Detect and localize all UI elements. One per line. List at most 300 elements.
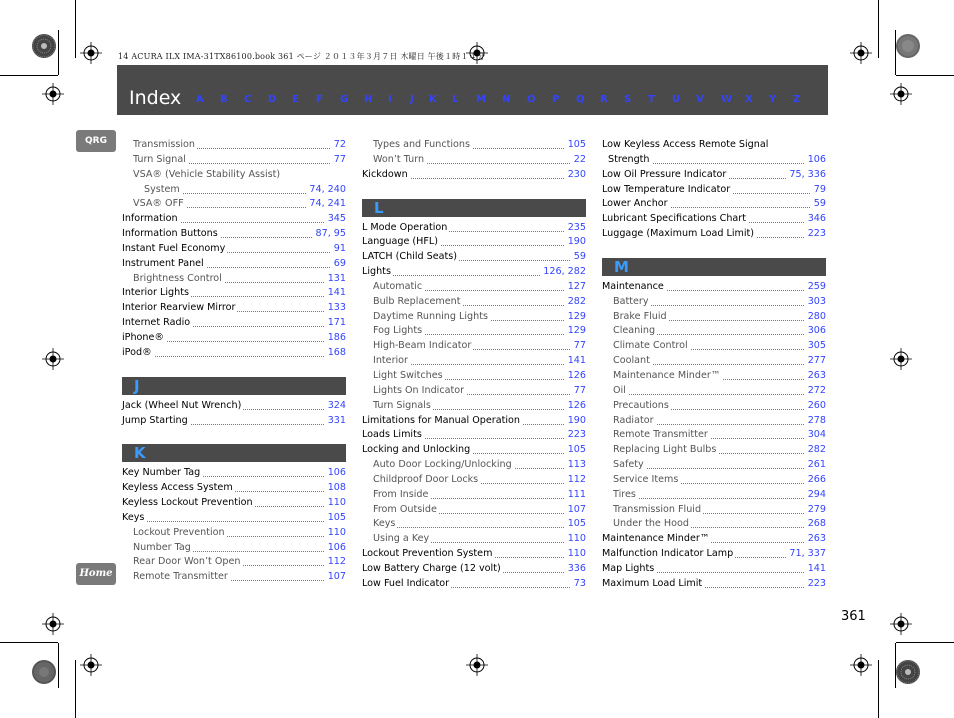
entry-label: VSA® OFF <box>122 197 186 212</box>
crop-mark <box>878 0 879 58</box>
entry-page-link[interactable]: 336 <box>565 562 586 577</box>
entry-label: Strength <box>602 153 652 168</box>
section-header-l: L <box>362 199 586 217</box>
entry-label: Lights On Indicator <box>362 384 466 399</box>
crop-mark <box>75 0 76 58</box>
entry-label: System <box>122 183 182 198</box>
index-entry[interactable] <box>602 295 826 310</box>
entry-page-link[interactable]: 77 <box>571 339 586 354</box>
entry-label: Light Switches <box>362 369 445 384</box>
index-entry[interactable] <box>362 384 586 399</box>
index-entry[interactable] <box>602 153 826 168</box>
entry-page-link[interactable]: 305 <box>805 339 826 354</box>
entry-label: Replacing Light Bulbs <box>602 443 718 458</box>
entry-label: Number Tag <box>122 541 193 556</box>
entry-label: Limitations for Manual Operation <box>362 414 522 429</box>
index-entry[interactable] <box>362 577 586 592</box>
registration-mark-icon <box>890 83 912 105</box>
entry-label: Automatic <box>362 280 424 295</box>
entry-page-link[interactable]: 22 <box>571 153 586 168</box>
dot-leader <box>122 521 346 522</box>
alpha-link-j[interactable]: J <box>410 94 414 105</box>
alpha-link-b[interactable]: B <box>220 94 228 105</box>
index-entry[interactable] <box>122 316 346 331</box>
index-entry[interactable] <box>602 517 826 532</box>
entry-page-link[interactable]: 277 <box>805 354 826 369</box>
index-entry[interactable] <box>122 541 346 556</box>
alpha-link-w[interactable]: W <box>721 94 733 105</box>
alpha-link-l[interactable]: L <box>452 94 459 105</box>
entry-label: Turn Signal <box>122 153 188 168</box>
index-entry[interactable] <box>122 331 346 346</box>
entry-page-link[interactable]: 110 <box>565 532 586 547</box>
index-entry[interactable] <box>122 301 346 316</box>
entry-label: LATCH (Child Seats) <box>362 250 459 265</box>
entry-page-link[interactable]: 69 <box>331 257 346 272</box>
entry-page-link[interactable]: 190 <box>565 414 586 429</box>
entry-page-link[interactable]: 345 <box>325 212 346 227</box>
registration-mark-icon <box>890 348 912 370</box>
index-entry[interactable] <box>362 250 586 265</box>
entry-label: Lockout Prevention System <box>362 547 494 562</box>
entry-page-link[interactable]: 113 <box>565 458 586 473</box>
index-entry[interactable] <box>362 310 586 325</box>
entry-page-link[interactable]: 266 <box>805 473 826 488</box>
entry-page-link[interactable]: 263 <box>805 532 826 547</box>
alpha-link-x[interactable]: X <box>745 94 753 105</box>
print-target-icon <box>895 33 921 59</box>
entry-page-link[interactable]: 171 <box>325 316 346 331</box>
index-entry[interactable] <box>122 570 346 585</box>
index-entry[interactable] <box>602 354 826 369</box>
index-entry[interactable] <box>602 577 826 592</box>
entry-page-link[interactable]: 280 <box>805 310 826 325</box>
index-entry[interactable] <box>122 496 346 511</box>
entry-page-link[interactable]: 73 <box>571 577 586 592</box>
section-header-k: K <box>122 444 346 462</box>
entry-page-link[interactable]: 74, 241 <box>306 197 346 212</box>
alpha-link-m[interactable]: M <box>476 94 486 105</box>
home-tab[interactable]: Home <box>76 563 116 585</box>
entry-page-link[interactable]: 235 <box>565 221 586 236</box>
entry-page-link[interactable]: 324 <box>325 399 346 414</box>
entry-label: Childproof Door Locks <box>362 473 480 488</box>
entry-page-link[interactable]: 190 <box>565 235 586 250</box>
section-header-j: J <box>122 377 346 395</box>
alpha-link-a[interactable]: A <box>196 94 204 105</box>
index-entry[interactable] <box>122 481 346 496</box>
index-entry[interactable] <box>602 473 826 488</box>
alpha-link-t[interactable]: T <box>648 94 655 105</box>
crop-mark <box>58 30 59 75</box>
registration-mark-icon <box>466 654 488 676</box>
index-entry[interactable] <box>602 369 826 384</box>
index-entry[interactable] <box>602 562 826 577</box>
index-entry[interactable] <box>602 138 826 153</box>
entry-page-link[interactable]: 71, 337 <box>786 547 826 562</box>
entry-page-link[interactable]: 59 <box>811 197 826 212</box>
index-entry[interactable] <box>602 532 826 547</box>
index-entry[interactable] <box>362 235 586 250</box>
entry-page-link[interactable]: 108 <box>325 481 346 496</box>
index-entry[interactable] <box>122 414 346 429</box>
crop-mark <box>896 642 954 643</box>
alpha-link-v[interactable]: V <box>696 94 704 105</box>
entry-label: Lower Anchor <box>602 197 670 212</box>
alpha-link-y[interactable]: Y <box>769 94 777 105</box>
entry-page-link[interactable]: 105 <box>565 138 586 153</box>
entry-page-link[interactable]: 259 <box>805 280 826 295</box>
alpha-link-n[interactable]: N <box>502 94 511 105</box>
entry-page-link[interactable]: 168 <box>325 346 346 361</box>
entry-label: Keyless Lockout Prevention <box>122 496 255 511</box>
crop-mark <box>0 75 58 76</box>
crop-mark <box>896 75 954 76</box>
entry-label: iPhone® <box>122 331 166 346</box>
index-entry[interactable] <box>602 197 826 212</box>
entry-label: Map Lights <box>602 562 656 577</box>
entry-label: Cleaning <box>602 324 657 339</box>
entry-page-link[interactable]: 272 <box>805 384 826 399</box>
alpha-link-z[interactable]: Z <box>793 94 801 105</box>
index-entry[interactable] <box>122 212 346 227</box>
entry-label: Key Number Tag <box>122 466 202 481</box>
index-entry[interactable] <box>602 339 826 354</box>
entry-label: Locking and Unlocking <box>362 443 472 458</box>
alpha-link-g[interactable]: G <box>340 94 349 105</box>
alpha-link-q[interactable]: Q <box>576 94 585 105</box>
entry-page-link[interactable]: 278 <box>805 414 826 429</box>
entry-page-link[interactable]: 141 <box>565 354 586 369</box>
entry-label: Jump Starting <box>122 414 190 429</box>
entry-page-link[interactable]: 263 <box>805 369 826 384</box>
index-entry[interactable] <box>362 503 586 518</box>
entry-page-link[interactable]: 110 <box>325 526 346 541</box>
entry-page-link[interactable]: 77 <box>571 384 586 399</box>
index-header <box>117 65 828 115</box>
index-entry[interactable] <box>362 458 586 473</box>
entry-page-link[interactable]: 131 <box>325 272 346 287</box>
index-entry[interactable] <box>602 428 826 443</box>
index-entry[interactable] <box>362 339 586 354</box>
print-target-icon <box>31 33 57 59</box>
entry-page-link[interactable]: 112 <box>565 473 586 488</box>
entry-label: Radiator <box>602 414 656 429</box>
entry-label: Lubricant Specifications Chart <box>602 212 748 227</box>
entry-label: Remote Transmitter <box>122 570 230 585</box>
entry-page-link[interactable]: 105 <box>565 443 586 458</box>
entry-page-link[interactable]: 111 <box>565 488 586 503</box>
entry-page-link[interactable]: 223 <box>805 577 826 592</box>
entry-page-link[interactable]: 110 <box>565 547 586 562</box>
entry-page-link[interactable]: 129 <box>565 324 586 339</box>
entry-label: Jack (Wheel Nut Wrench) <box>122 399 243 414</box>
index-entry[interactable] <box>122 272 346 287</box>
entry-label: Low Oil Pressure Indicator <box>602 168 728 183</box>
entry-page-link[interactable]: 268 <box>805 517 826 532</box>
entry-label: Language (HFL) <box>362 235 440 250</box>
entry-page-link[interactable]: 260 <box>805 399 826 414</box>
entry-label: Turn Signals <box>362 399 433 414</box>
entry-label: Fog Lights <box>362 324 424 339</box>
index-entry[interactable] <box>602 384 826 399</box>
entry-page-link[interactable]: 77 <box>331 153 346 168</box>
index-entry[interactable] <box>362 443 586 458</box>
dot-leader <box>122 356 346 357</box>
entry-page-link[interactable]: 133 <box>325 301 346 316</box>
entry-label: Safety <box>602 458 646 473</box>
entry-label: Remote Transmitter <box>602 428 710 443</box>
entry-label: Keyless Access System <box>122 481 235 496</box>
index-entry[interactable] <box>602 443 826 458</box>
index-entry[interactable] <box>602 183 826 198</box>
section-header-m: M <box>602 258 826 276</box>
index-entry[interactable] <box>122 511 346 526</box>
entry-page-link[interactable]: 141 <box>325 286 346 301</box>
index-entry[interactable] <box>122 242 346 257</box>
entry-label: Internet Radio <box>122 316 192 331</box>
index-entry[interactable] <box>362 488 586 503</box>
entry-page-link[interactable]: 141 <box>805 562 826 577</box>
entry-label: Service Items <box>602 473 680 488</box>
crop-mark <box>0 642 58 643</box>
print-target-icon <box>31 659 57 685</box>
index-entry[interactable] <box>602 399 826 414</box>
registration-mark-icon <box>42 613 64 635</box>
entry-label: L Mode Operation <box>362 221 449 236</box>
entry-label: Transmission <box>122 138 197 153</box>
index-entry[interactable] <box>122 227 346 242</box>
index-entry[interactable] <box>122 257 346 272</box>
entry-page-link[interactable]: 107 <box>565 503 586 518</box>
crop-mark <box>75 660 76 718</box>
entry-page-link[interactable]: 306 <box>805 324 826 339</box>
entry-label: Daytime Running Lights <box>362 310 490 325</box>
entry-label: From Outside <box>362 503 439 518</box>
entry-page-link[interactable]: 223 <box>565 428 586 443</box>
index-entry[interactable] <box>122 138 346 153</box>
alpha-link-o[interactable]: O <box>527 94 536 105</box>
entry-label: Lockout Prevention <box>122 526 227 541</box>
entry-label: Low Keyless Access Remote Signal <box>602 138 770 153</box>
index-entry[interactable] <box>602 280 826 295</box>
entry-label: Types and Functions <box>362 138 472 153</box>
alpha-link-r[interactable]: R <box>600 94 608 105</box>
entry-page-link[interactable]: 282 <box>805 443 826 458</box>
index-entry[interactable] <box>362 280 586 295</box>
registration-mark-icon <box>80 654 102 676</box>
entry-page-link[interactable]: 110 <box>325 496 346 511</box>
entry-page-link[interactable]: 294 <box>805 488 826 503</box>
index-entry[interactable] <box>122 526 346 541</box>
entry-page-link[interactable]: 127 <box>565 280 586 295</box>
index-entry[interactable] <box>602 212 826 227</box>
entry-label: Maintenance <box>602 280 666 295</box>
entry-label: Brake Fluid <box>602 310 669 325</box>
registration-mark-icon <box>80 42 102 64</box>
index-entry[interactable] <box>122 168 346 183</box>
index-entry[interactable] <box>122 399 346 414</box>
index-entry[interactable] <box>362 532 586 547</box>
index-entry[interactable] <box>122 286 346 301</box>
alpha-link-e[interactable]: E <box>292 94 299 105</box>
entry-label: Information <box>122 212 180 227</box>
index-entry[interactable] <box>362 221 586 236</box>
alpha-link-d[interactable]: D <box>268 94 277 105</box>
entry-label: Keys <box>122 511 146 526</box>
entry-page-link[interactable]: 105 <box>325 511 346 526</box>
index-entry[interactable] <box>362 428 586 443</box>
index-entry[interactable] <box>362 547 586 562</box>
index-entry[interactable] <box>602 324 826 339</box>
index-entry[interactable] <box>602 168 826 183</box>
index-entry[interactable] <box>362 399 586 414</box>
crop-mark <box>878 660 879 718</box>
entry-page-link[interactable]: 282 <box>565 295 586 310</box>
entry-page-link[interactable]: 107 <box>325 570 346 585</box>
alpha-link-p[interactable]: P <box>552 94 560 105</box>
alpha-link-s[interactable]: S <box>624 94 632 105</box>
index-entry[interactable] <box>362 354 586 369</box>
entry-label: Bulb Replacement <box>362 295 463 310</box>
entry-page-link[interactable]: 126, 282 <box>540 265 586 280</box>
entry-page-link[interactable]: 303 <box>805 295 826 310</box>
entry-label: Battery <box>602 295 651 310</box>
index-entry[interactable] <box>362 265 586 280</box>
index-entry[interactable] <box>362 473 586 488</box>
entry-page-link[interactable]: 106 <box>325 466 346 481</box>
entry-label: Interior Lights <box>122 286 191 301</box>
entry-label: Information Buttons <box>122 227 220 242</box>
entry-label: Instant Fuel Economy <box>122 242 227 257</box>
entry-page-link[interactable]: 87, 95 <box>312 227 346 242</box>
entry-page-link[interactable]: 279 <box>805 503 826 518</box>
index-entry[interactable] <box>602 458 826 473</box>
entry-label: Coolant <box>602 354 652 369</box>
entry-page-link[interactable]: 230 <box>565 168 586 183</box>
entry-label: Luggage (Maximum Load Limit) <box>602 227 756 242</box>
index-entry[interactable] <box>122 183 346 198</box>
entry-label: Precautions <box>602 399 671 414</box>
registration-mark-icon <box>42 348 64 370</box>
entry-label: Malfunction Indicator Lamp <box>602 547 735 562</box>
qrg-tab[interactable]: QRG <box>76 130 116 152</box>
print-target-icon <box>895 659 921 685</box>
registration-mark-icon <box>850 42 872 64</box>
entry-page-link[interactable]: 74, 240 <box>306 183 346 198</box>
index-entry[interactable] <box>602 414 826 429</box>
entry-label: Won’t Turn <box>362 153 426 168</box>
entry-label: Transmission Fluid <box>602 503 703 518</box>
index-entry[interactable] <box>122 346 346 361</box>
entry-page-link[interactable]: 304 <box>805 428 826 443</box>
entry-label: Maintenance Minder™ <box>602 369 722 384</box>
entry-label: Auto Door Locking/Unlocking <box>362 458 514 473</box>
entry-label: Maximum Load Limit <box>602 577 704 592</box>
index-entry[interactable] <box>362 138 586 153</box>
entry-label: Brightness Control <box>122 272 224 287</box>
entry-page-link[interactable]: 346 <box>805 212 826 227</box>
alpha-link-h[interactable]: H <box>364 94 373 105</box>
entry-label: High-Beam Indicator <box>362 339 473 354</box>
entry-label: Maintenance Minder™ <box>602 532 711 547</box>
entry-page-link[interactable]: 331 <box>325 414 346 429</box>
registration-mark-icon <box>850 654 872 676</box>
entry-page-link[interactable]: 75, 336 <box>786 168 826 183</box>
index-entry[interactable] <box>602 310 826 325</box>
entry-label: Low Fuel Indicator <box>362 577 451 592</box>
entry-page-link[interactable]: 129 <box>565 310 586 325</box>
index-entry[interactable] <box>362 168 586 183</box>
alpha-link-u[interactable]: U <box>672 94 681 105</box>
index-entry[interactable] <box>602 227 826 242</box>
entry-page-link[interactable]: 223 <box>805 227 826 242</box>
entry-page-link[interactable]: 261 <box>805 458 826 473</box>
registration-mark-icon <box>890 613 912 635</box>
index-entry[interactable] <box>362 562 586 577</box>
index-entry[interactable] <box>122 197 346 212</box>
dot-leader <box>602 394 826 395</box>
alpha-link-c[interactable]: C <box>244 94 252 105</box>
index-entry[interactable] <box>602 488 826 503</box>
entry-label: Lights <box>362 265 393 280</box>
entry-label: Loads Limits <box>362 428 424 443</box>
index-entry[interactable] <box>362 324 586 339</box>
entry-label: Tires <box>602 488 638 503</box>
index-entry[interactable] <box>122 153 346 168</box>
index-entry[interactable] <box>122 466 346 481</box>
entry-label: Low Temperature Indicator <box>602 183 732 198</box>
index-entry[interactable] <box>362 414 586 429</box>
page-title: Index <box>129 87 182 109</box>
entry-page-link[interactable]: 59 <box>571 250 586 265</box>
index-entry[interactable] <box>362 153 586 168</box>
alpha-link-k[interactable]: K <box>429 94 437 105</box>
index-entry[interactable] <box>602 503 826 518</box>
entry-page-link[interactable]: 91 <box>331 242 346 257</box>
registration-mark-icon <box>42 83 64 105</box>
entry-label: Under the Hood <box>602 517 691 532</box>
entry-label: Keys <box>362 517 397 532</box>
index-entry[interactable] <box>122 555 346 570</box>
entry-label: Kickdown <box>362 168 410 183</box>
entry-label: Interior <box>362 354 410 369</box>
entry-page-link[interactable]: 79 <box>811 183 826 198</box>
entry-page-link[interactable]: 106 <box>325 541 346 556</box>
alpha-link-i[interactable]: I <box>388 94 392 105</box>
entry-page-link[interactable]: 112 <box>325 555 346 570</box>
index-entry[interactable] <box>362 369 586 384</box>
index-entry[interactable] <box>362 517 586 532</box>
entry-label: VSA® (Vehicle Stability Assist) <box>122 168 282 183</box>
entry-label: iPod® <box>122 346 154 361</box>
entry-label: Rear Door Won’t Open <box>122 555 243 570</box>
index-entry[interactable] <box>602 547 826 562</box>
entry-label: Oil <box>602 384 628 399</box>
entry-page-link[interactable]: 72 <box>331 138 346 153</box>
alpha-link-f[interactable]: F <box>316 94 323 105</box>
entry-page-link[interactable]: 106 <box>805 153 826 168</box>
index-column-1 <box>122 138 346 585</box>
entry-label: Interior Rearview Mirror <box>122 301 237 316</box>
index-entry[interactable] <box>362 295 586 310</box>
entry-page-link[interactable]: 105 <box>565 517 586 532</box>
entry-page-link[interactable]: 126 <box>565 369 586 384</box>
index-column-2 <box>362 138 586 592</box>
entry-page-link[interactable]: 126 <box>565 399 586 414</box>
entry-page-link[interactable]: 186 <box>325 331 346 346</box>
page-number: 361 <box>841 609 866 624</box>
